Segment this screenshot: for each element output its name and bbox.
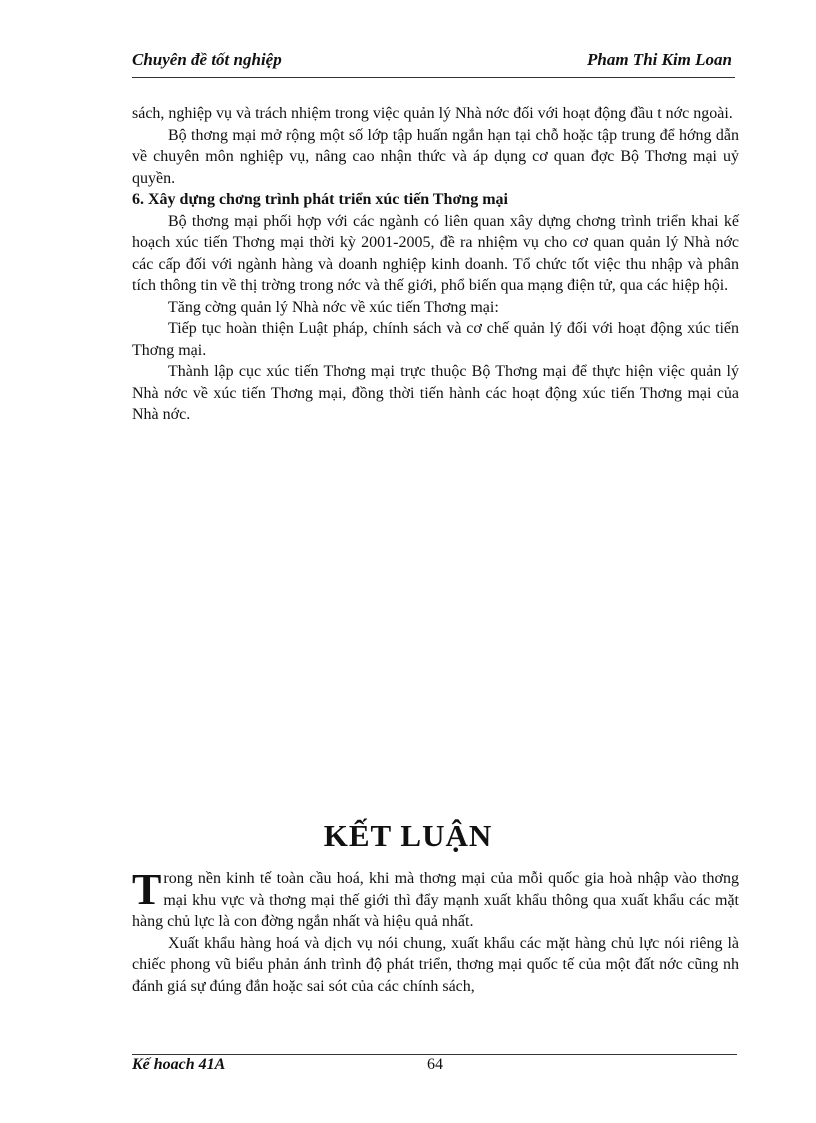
conclusion-body <box>132 865 739 997</box>
paragraph-5: Tiếp tục hoàn thiện Luật pháp, chính sách và cơ chế quản lý đối với hoạt động xúc tiến Thơng mại. <box>132 320 739 359</box>
header-author: Pham Thi Kim Loan <box>587 50 732 69</box>
page-number: 64 <box>427 1056 443 1073</box>
paragraph-1: sách, nghiệp vụ và trách nhiệm trong việc quản lý Nhà nớc đối với hoạt động đầu t nớc ngoài. <box>132 105 733 122</box>
conclusion-title: KẾT LUẬN <box>323 818 493 853</box>
page-footer <box>132 1056 737 1080</box>
conclusion-paragraph-2: Xuất khẩu hàng hoá và dịch vụ nói chung, xuất khẩu các mặt hàng chủ lực nói riêng là chiếc phong vũ biểu phản ánh trình độ phát triển, thơng mại quốc tế của một đất nớc cũng nh đánh giá sự đúng đắn hoặc sai sót của các chính sách, <box>132 934 739 995</box>
section-heading-6: 6. Xây dựng chơng trình phát triển xúc tiến Thơng mại <box>132 191 508 208</box>
conclusion-paragraph-1 <box>132 865 739 933</box>
drop-cap: T <box>132 865 162 914</box>
paragraph-4: Tăng cờng quản lý Nhà nớc về xúc tiến Thơng mại: <box>168 298 499 316</box>
footer-divider <box>132 1054 737 1055</box>
page-header <box>132 50 732 74</box>
header-divider <box>132 77 735 78</box>
conclusion-paragraph-1-text: rong nền kinh tế toàn cầu hoá, khi mà thơng mại của mỗi quốc gia hoà nhập vào thơng mại khu vực và thơng mại thế giới thì đẩy mạnh xuất khẩu thông qua xuất khẩu các mặt hàng chủ lực là con đờng ngắn nhất và hiệu quả nhất. <box>132 870 739 930</box>
paragraph-2: Bộ thơng mại mở rộng một số lớp tập huấn ngắn hạn tại chỗ hoặc tập trung để hớng dẫn về chuyên môn nghiệp vụ, nâng cao nhận thức và áp dụng cơ quan đợc Bộ Thơng mại uỷ quyền. <box>132 126 739 187</box>
paragraph-3: Bộ thơng mại phối hợp với các ngành có liên quan xây dựng chơng trình triển khai kế hoạch xúc tiến Thơng mại thời kỳ 2001-2005, đề ra nhiệm vụ cho cơ quan quản lý Nhà nớc các cấp đối với ngành hàng và doanh nghiệp kinh doanh. Tổ chức tốt việc thu nhập và phân tích thông tin về thị trờng trong nớc và thế giới, phổ biến qua mạng điện tử, qua các hiệp hội. <box>132 212 739 294</box>
paragraph-6: Thành lập cục xúc tiến Thơng mại trực thuộc Bộ Thơng mại để thực hiện việc quản lý Nhà nớc về xúc tiến Thơng mại, đồng thời tiến hành các hoạt động xúc tiến Thơng mại của Nhà nớc. <box>132 363 739 423</box>
main-body <box>132 103 739 426</box>
footer-label: Kế hoach 41A <box>132 1056 226 1073</box>
header-title: Chuyên đề tốt nghiệp <box>132 50 282 69</box>
